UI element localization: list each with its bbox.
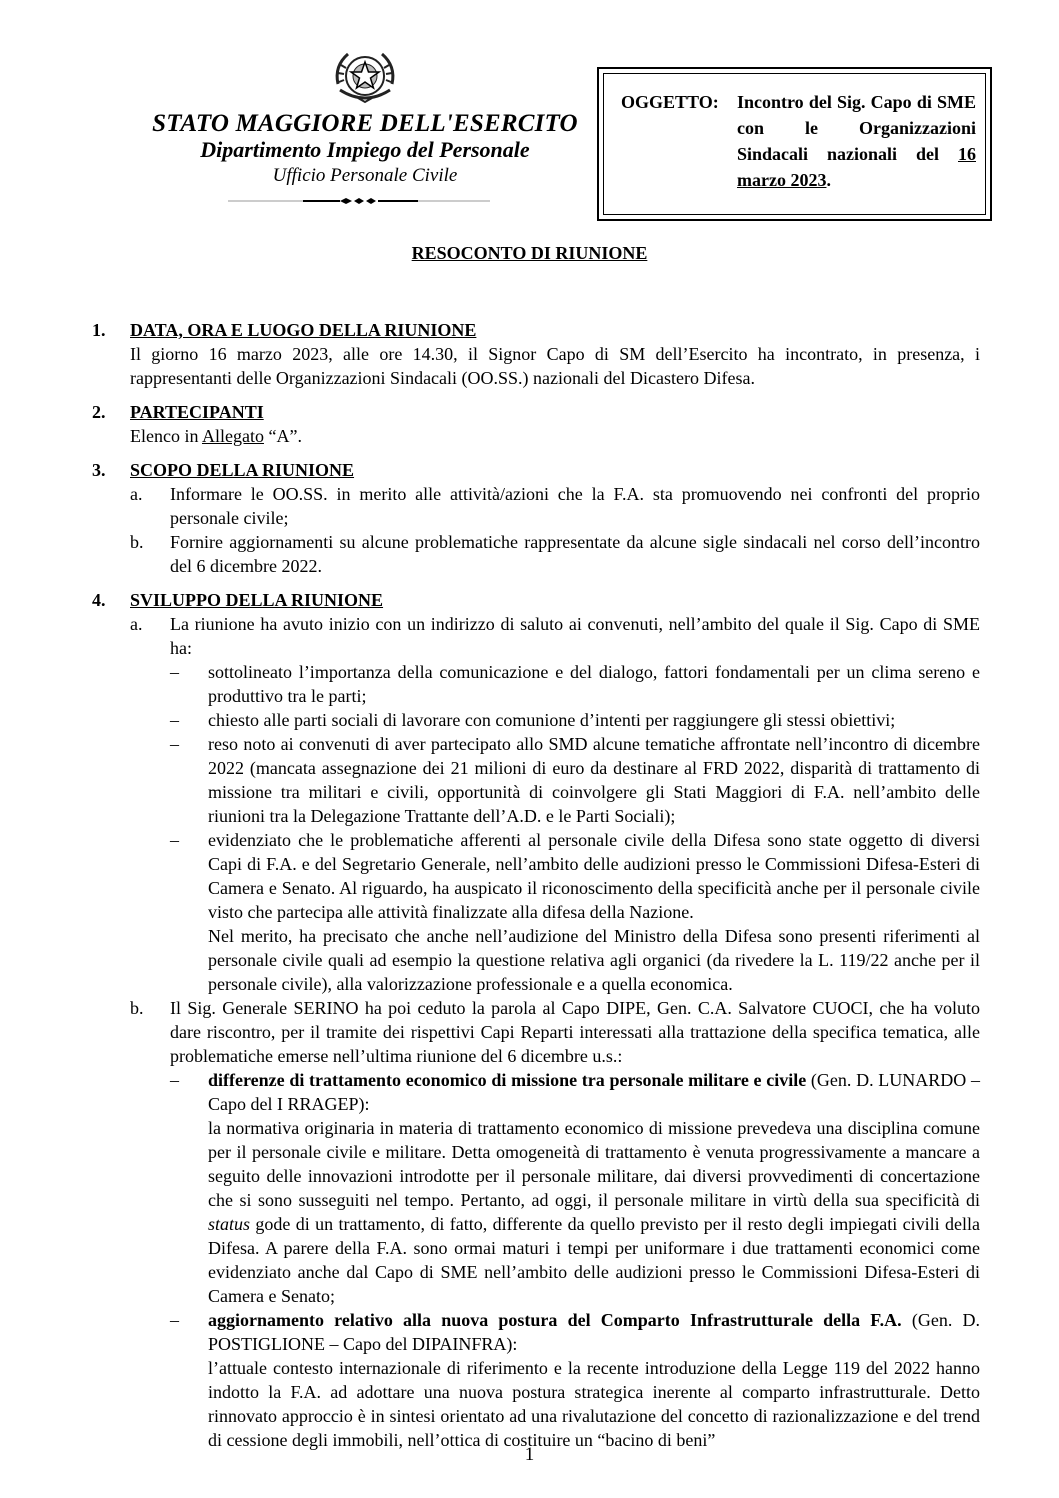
bullet-item [170,660,980,708]
paragraph-text: la normativa originaria in materia di trattamento economico di missione prevedeva una disciplina comune per il personale civile e militare. Detta omogeneità di trattamento è venuta progressivamente a mancare a seguito delle innovazioni introdotte per il personale militare, dai diversi provvedimenti di concertazione che si sono susseguiti nel tempo. Pertanto, ad oggi, il personale militare in virtù della sua specificità di [208,1118,980,1210]
subsection-b [130,530,980,578]
section-heading: DATA, ORA E LUOGO DELLA RIUNIONE [130,320,477,340]
bullet-item [170,1308,980,1452]
bullet-item [170,828,980,996]
italian-republic-emblem-icon [330,44,400,110]
bullet-speaker: (Gen. D. LUNARDO – Capo del I RRAGEP): [208,1070,980,1114]
document-body [92,318,980,1452]
subject-text [737,89,976,193]
section-2 [92,400,980,448]
section-heading: PARTECIPANTI [130,402,264,422]
bullet-topic: aggiornamento relativo alla nuova postura del Comparto Infrastrutturale della F.A. [208,1310,902,1330]
section-heading: SCOPO DELLA RIUNIONE [130,460,355,480]
subsection-text: Il Sig. Generale SERINO ha poi ceduto la parola al Capo DIPE, Gen. C.A. Salvatore CUOCI, che ha voluto dare riscontro, per il tramite dei rispettivi Capi Reparti interessati alla trattazione della specifica tematica, alle problematiche emerse nell’ultima riunione del 6 dicembre u.s.: [170,998,980,1066]
dash-bullet-icon: – [170,1310,179,1330]
agency-header [140,110,590,188]
bullet-paragraph: l’attuale contesto internazionale di riferimento e la recente introduzione della Legge 119 del 2022 hanno indotto la F.A. ad adottare una nuova postura strategica inerente al comparto infrastrutturale. Detto rinnovato approccio è in sintesi orientato ad una rivalutazione del concetto di razionalizzazione e del trend di cessione degli immobili, nell’ottica di costituire un “bacino di beni” [208,1358,980,1450]
bullet-continuation: Nel merito, ha precisato che anche nell’audizione del Ministro della Difesa sono presenti riferimenti al personale civile quali ad esempio la questione relativa agli organici (da rivedere la L. 119/22 anche per il personale civile), alla valorizzazione professionale e a quella economica. [208,926,980,994]
section-4 [92,588,980,1452]
subsection-text: Informare le OO.SS. in merito alle attività/azioni che la F.A. sta promuovendo nei confronti del proprio personale civile; [170,484,980,528]
subsection-a [130,612,980,996]
subject-date: 16 marzo 2023 [737,144,976,190]
bullet-item [170,1068,980,1308]
text-fragment: Elenco in [130,426,202,446]
bullet-text: evidenziato che le problematiche afferenti al personale civile della Difesa sono state oggetto di diversi Capi di F.A. e del Segretario Generale, nell’ambito delle audizioni presso le Commissioni Difesa-Esteri di Camera e Senato. Al riguardo, ha auspicato il riconoscimento della specificità anche per il personale civile visto che partecipa alle attività finalizzate alla difesa della Nazione. [208,830,980,922]
subsection-letter: b. [130,532,144,552]
paragraph-italic: status [208,1214,251,1234]
department-name: Dipartimento Impiego del Personale [200,137,530,162]
bullet-item [170,708,980,732]
paragraph-text: gode di un trattamento, di fatto, differente da quello previsto per il resto degli impiegati civili della Difesa. A parere della F.A. sono ormai maturi i tempi per uniformare i due trattamenti economici come evidenziato anche dal Capo di SME nell’ambito delle audizioni presso le Commissioni Difesa-Esteri di Camera e Senato; [208,1214,980,1306]
subsection-b [130,996,980,1452]
dash-bullet-icon: – [170,734,179,754]
subject-box [597,67,992,221]
bullet-text: chiesto alle parti sociali di lavorare con comunione d’intenti per raggiungere gli stessi obiettivi; [208,710,896,730]
section-number: 1. [92,320,106,340]
dash-bullet-icon: – [170,710,179,730]
section-3 [92,458,980,578]
section-text: Il giorno 16 marzo 2023, alle ore 14.30, il Signor Capo di SM dell’Esercito ha incontrato, in presenza, i rappresentanti delle Organizzazioni Sindacali (OO.SS.) nazionali del Dicastero Difesa. [130,344,980,388]
report-title: RESOCONTO DI RIUNIONE [411,243,648,263]
office-name: Ufficio Personale Civile [272,165,458,186]
bullet-paragraph [208,1116,980,1308]
subject-text-end: . [826,170,831,190]
dash-bullet-icon: – [170,1070,179,1090]
section-number: 3. [92,460,106,480]
section-1 [92,318,980,390]
subject-text-main: Incontro del Sig. Capo di SME con le Organizzazioni Sindacali nazionali del [737,92,976,164]
subsection-letter: a. [130,484,143,504]
text-fragment: “A”. [263,426,302,446]
dash-bullet-icon: – [170,662,179,682]
section-text [130,424,980,448]
subject-label: OGGETTO: [621,92,719,112]
bullet-text: reso noto ai convenuti di aver partecipato allo SMD alcune tematiche affrontate nell’incontro di dicembre 2022 (mancata assegnazione dei 21 milioni di euro da destinare al FRD 2022, disparità di trattamento di missione tra militari e civili, opportunità di coinvolgere gli Stati Maggiori di F.A. nell’ambito delle riunioni tra la Delegazione Trattante dell’A.D. e le Parti Sociali); [208,734,980,826]
dash-bullet-icon: – [170,830,179,850]
agency-name: STATO MAGGIORE DELL'ESERCITO [152,110,578,137]
subsection-a [130,482,980,530]
bullet-item [170,732,980,828]
subsection-text: La riunione ha avuto inizio con un indirizzo di saluto ai convenuti, nell’ambito del quale il Sig. Capo di SME ha: [170,614,980,658]
bullet-text: sottolineato l’importanza della comunicazione e del dialogo, fattori fondamentali per un clima sereno e produttivo tra le parti; [208,662,980,706]
bullet-speaker: (Gen. D. POSTIGLIONE – Capo del DIPAINFRA): [208,1310,981,1354]
attachment-reference: Allegato [201,426,264,446]
bullet-topic: differenze di trattamento economico di missione tra personale militare e civile [208,1070,807,1090]
ornament-divider [228,194,490,208]
section-heading: SVILUPPO DELLA RIUNIONE [130,590,384,610]
subsection-letter: b. [130,998,144,1018]
section-number: 4. [92,590,106,610]
subsection-letter: a. [130,614,143,634]
subsection-text: Fornire aggiornamenti su alcune problematiche rappresentate da alcune sigle sindacali nel corso dell’incontro del 6 dicembre 2022. [170,532,980,576]
section-number: 2. [92,402,106,422]
page-number: 1 [524,1444,535,1465]
